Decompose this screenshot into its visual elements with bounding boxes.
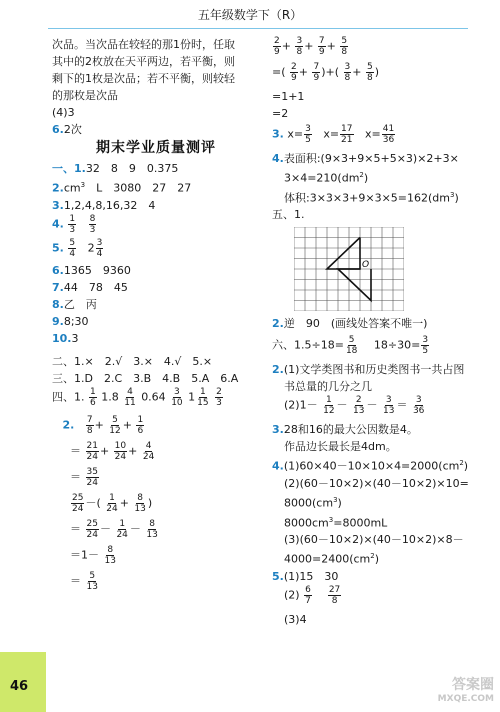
r-q2: 2.逆 90 (画线处答案不唯一): [272, 317, 428, 331]
p7: 7.44 78 45: [52, 280, 128, 294]
r-l5c: (3)4: [284, 612, 307, 626]
right-column: [272, 36, 490, 628]
frac: $\frac{5}{13}$: [86, 570, 98, 592]
p1: 一、1.32 8 9 0.375: [52, 162, 179, 175]
part-4-q2-line1: 2. $\frac{7}{8}$ + $\frac{5}{12}$ + $\frac{1}{6}$: [62, 414, 144, 436]
calc-line-2: =( $\frac{2}{9}$ + $\frac{7}{9}$ )+( $\frac{3}{8}$ + $\frac{5}{8}$ ): [272, 62, 379, 83]
frac: $\frac{5}{12}$: [109, 414, 121, 436]
section-title: 期末学业质量测评: [96, 140, 216, 156]
calc-line-4: =2: [272, 107, 289, 120]
frac: $\frac{10}{24}$: [114, 440, 127, 462]
intro-line-4: 的那枚是次品: [52, 89, 118, 102]
frac: $\frac{21}{24}$: [86, 440, 98, 462]
r-l4c: $8000(cm^3)$: [284, 495, 342, 510]
r-l4e: (3)(60－10×2)×(40－10×2)×8－: [284, 533, 464, 547]
answer-6: 6.2次: [52, 123, 82, 136]
frac: $\frac{1}{24}$: [106, 492, 118, 514]
frac: $\frac{1}{24}$: [116, 518, 128, 540]
r-wu: 五、1.: [272, 208, 305, 222]
r-l2c: (2)1－ $\frac{1}{12}$ － $\frac{2}{13}$ － $\frac{3}{13}$ ＝ $\frac{3}{36}$: [284, 395, 425, 417]
calc-line-1: $\frac{2}{9}$ + $\frac{3}{8}$ + $\frac{7}{9}$ + $\frac{5}{8}$: [274, 36, 348, 57]
p5: 5. $\frac{5}{4}$ 2 $\frac{3}{4}$: [52, 237, 103, 259]
header-rule: [48, 28, 468, 29]
p2: $2.cm^3$ L 3080 27 27: [52, 181, 192, 195]
frac: $\frac{4}{11}$: [124, 386, 136, 408]
grid-diagram: [294, 227, 404, 311]
p9: 9.8;30: [52, 314, 89, 328]
r-q4c: 体积$:3\times 3\times 3+9\times 3\times 5=162(dm^3)$: [284, 190, 459, 205]
frac: $\frac{2}{9}$: [291, 62, 297, 83]
frac: $\frac{3}{10}$: [171, 386, 183, 408]
part-4-q2-line3: ＝ $\frac{35}{24}$: [70, 466, 98, 488]
r-l4a: $4.(1)60\times 40-10\times 10\times 4=2000(cm^2)$: [272, 459, 469, 473]
intro-line-2: 其中的2枚放在天平两边，若平衡，则: [52, 55, 235, 68]
frac: $\frac{17}{21}$: [341, 124, 353, 145]
r-q3: 3. x= $\frac{3}{5}$ x= $\frac{17}{21}$ x= $\frac{41}{36}$: [272, 124, 395, 145]
frac: $\frac{5}{18}$: [345, 335, 358, 357]
part-2-answers: 二、1.× 2.√ 3.× 4.√ 5.×: [52, 354, 213, 368]
frac: $\frac{2}{3}$: [216, 386, 222, 408]
part-4-q2-line7: ＝ $\frac{5}{13}$: [70, 570, 98, 592]
frac: $\frac{8}{13}$: [104, 544, 116, 566]
frac: $\frac{3}{13}$: [383, 395, 395, 417]
frac: $\frac{1}{6}$: [90, 386, 96, 408]
left-column: [52, 36, 260, 597]
frac: $\frac{7}{8}$: [86, 414, 93, 436]
part-3-answers: 三、1.D 2.C 3.B 4.B 5.A 6.A: [52, 371, 239, 385]
answer-4-3: (4)3: [52, 106, 75, 119]
frac: $\frac{5}{8}$: [366, 62, 373, 83]
r-l4d: $8000cm^3=8000mL$: [284, 515, 388, 530]
part-4-q2-line4: $\frac{25}{24}$ －( $\frac{1}{24}$ + $\frac{8}{13}$ ): [72, 492, 153, 514]
frac: $\frac{7}{9}$: [318, 36, 325, 57]
frac: $\frac{2}{13}$: [353, 395, 365, 417]
intro-line-1: 次品。当次品在较轻的那1份时，任取: [52, 38, 235, 51]
r-l2a: 2.(1)文学类图书和历史类图书一共占图: [272, 363, 465, 377]
frac: $\frac{1}{6}$: [137, 414, 144, 436]
r-liu1: 六、1.5÷18= $\frac{5}{18}$ 18÷30= $\frac{3}{5}$: [272, 335, 429, 357]
frac: $\frac{6}{7}$: [305, 584, 311, 606]
frac: $\frac{27}{8}$: [328, 584, 341, 606]
frac: $\frac{1}{15}$: [197, 386, 209, 408]
p6: 6.1365 9360: [52, 263, 131, 277]
r-l3a: 3.28和16的最大公因数是4。: [272, 423, 418, 437]
r-l2b: 书总量的几分之几: [284, 380, 372, 394]
frac: $\frac{8}{13}$: [134, 492, 146, 514]
p4: 4. $\frac{1}{3}$ $\frac{8}{3}$: [52, 213, 96, 235]
p10: 10.3: [52, 331, 79, 345]
r-l5a: 5.(1)15 30: [272, 569, 339, 583]
grid-svg: [294, 227, 404, 311]
part-4-q2-line6: ＝1－ $\frac{8}{13}$: [70, 544, 116, 566]
frac: $\frac{35}{24}$: [86, 466, 98, 488]
frac: $\frac{3}{8}$: [344, 62, 351, 83]
frac: $\frac{3}{5}$: [305, 124, 311, 145]
r-l4f: $4000=2400(cm^2)$: [284, 552, 380, 566]
part-4-q2-line2: ＝ $\frac{21}{24}$ + $\frac{10}{24}$ + $\frac{4}{24}$: [70, 440, 155, 462]
frac: $\frac{8}{13}$: [146, 518, 158, 540]
intro-line-3: 剩下的1枚是次品；若不平衡，则较轻: [52, 72, 235, 85]
r-q4a: 4.表面积:(9×3+9×5+5×3)×2+3×: [272, 152, 459, 165]
frac: $\frac{25}{24}$: [86, 518, 98, 540]
frac: $\frac{1}{3}$: [69, 213, 76, 235]
frac: $\frac{2}{9}$: [274, 36, 280, 57]
part-4-q2-line5: ＝ $\frac{25}{24}$ － $\frac{1}{24}$ － $\frac{8}{13}$: [70, 518, 158, 540]
frac: $\frac{41}{36}$: [382, 124, 395, 145]
frac: $\frac{3}{4}$: [96, 237, 103, 259]
r-l3b: 作品边长最长是4dm。: [284, 440, 397, 454]
p3: 3.1,2,4,8,16,32 4: [52, 198, 156, 212]
r-q4b: $3\times 4=210(dm^2)$: [284, 171, 369, 185]
p8: 8.乙 丙: [52, 297, 97, 311]
frac: $\frac{3}{36}$: [412, 395, 425, 417]
frac: $\frac{7}{9}$: [313, 62, 320, 83]
point-o-label: O: [362, 260, 370, 271]
r-l5b: (2) $\frac{6}{7}$ $\frac{27}{8}$: [284, 584, 341, 606]
frac: $\frac{3}{5}$: [422, 335, 429, 357]
frac: $\frac{3}{8}$: [296, 36, 303, 57]
frac: $\frac{8}{3}$: [89, 213, 96, 235]
frac: $\frac{25}{24}$: [72, 492, 84, 514]
r-l4b: (2)(60－10×2)×(40－10×2)×10=: [284, 476, 469, 490]
frac: $\frac{4}{24}$: [142, 440, 155, 462]
frac: $\frac{5}{8}$: [341, 36, 348, 57]
frac: $\frac{5}{4}$: [69, 237, 76, 259]
watermark: 答案圈 MXQE.COM: [437, 677, 494, 704]
page-header: 五年级数学下（R）: [197, 8, 303, 22]
frac: $\frac{1}{12}$: [323, 395, 335, 417]
page-number: 46: [10, 679, 29, 694]
part-4-q1: 四、1. $\frac{1}{6}$ 1.8 $\frac{4}{11}$ 0.64 $\frac{3}{10}$ 1 $\frac{1}{15}$ $\frac{2}{3}$: [52, 386, 222, 408]
calc-line-3: =1+1: [272, 90, 305, 103]
